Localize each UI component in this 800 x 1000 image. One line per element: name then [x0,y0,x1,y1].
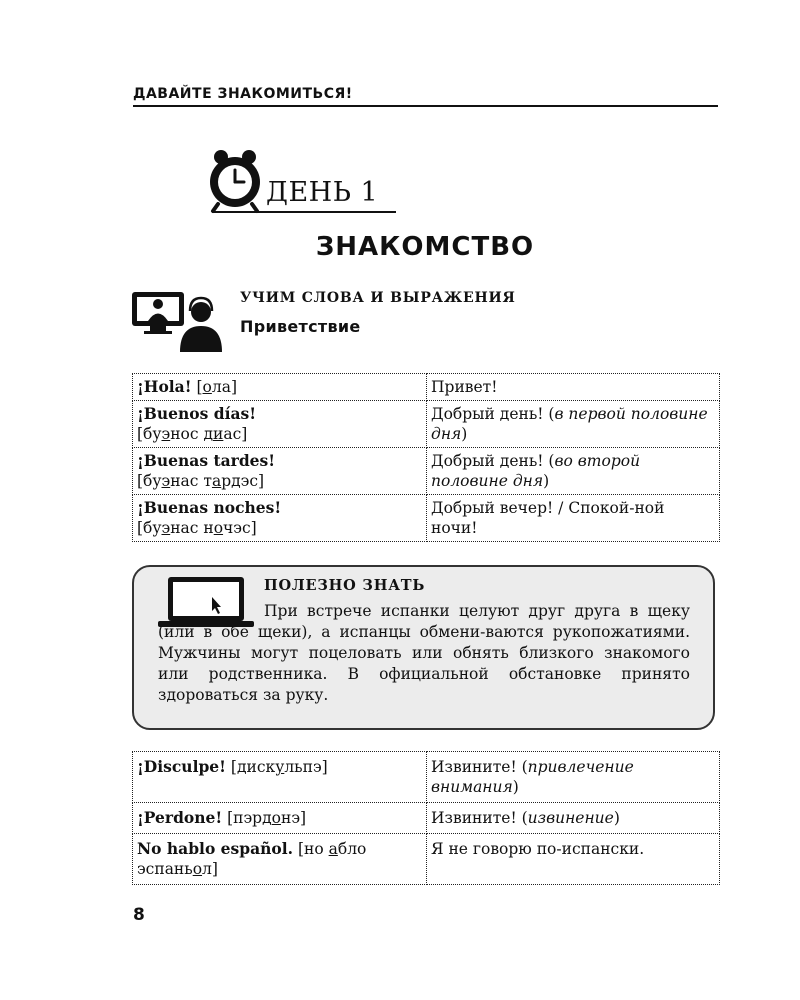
translation: Извините! ( [431,758,528,776]
translation: Добрый день! ( [431,452,555,470]
day-title: ДЕНЬ 1 [266,177,379,208]
translation: ) [613,809,620,827]
pronunciation: нэ] [281,809,307,827]
table-cell-russian [427,834,720,885]
pronunciation: льпэ] [284,758,328,776]
translation: Добрый вечер! / Спокой-ной ночи! [431,499,665,537]
table-cell-spanish [133,448,427,495]
translation: Я не говорю по-испански. [431,840,645,858]
table-row [133,834,720,885]
table-cell-russian [427,752,720,803]
translation: Добрый день! ( [431,405,555,423]
pronunciation: [ [191,378,203,396]
table-cell-russian [427,448,720,495]
tip-box [132,565,715,730]
spanish-phrase: ¡Buenos días! [137,404,257,423]
pronunciation: л] [202,860,218,878]
pronunciation: [но [297,840,329,858]
pronunciation: чэс] [223,519,257,537]
header-divider [133,105,718,107]
translation: ) [543,472,550,490]
spanish-phrase: ¡Disculpe! [137,757,226,776]
table-row [133,803,720,834]
translation: ) [461,425,468,443]
table-cell-russian [427,803,720,834]
stressed-vowel: э [161,519,171,537]
tip-text: При встрече испанки целуют друг друга в щеку (или в обе щеки), а испанцы обмени-ваются рукопожатиями. Мужчины могут поцеловать или обнять близкого знакомого или родственника. В официальной обстановке принято здороваться за руку. [158,602,690,704]
table-row [133,448,720,495]
stressed-vowel: о [271,809,281,827]
pronunciation: [бу [137,519,162,537]
translation-note: привлечение внимания [431,758,634,796]
translation: Привет! [431,378,498,396]
tip-title: ПОЛЕЗНО ЗНАТЬ [264,577,426,594]
running-header: ДАВАЙТЕ ЗНАКОМИТЬСЯ! [133,86,353,102]
page-number: 8 [133,905,145,925]
translation-note: в первой половине дня [431,405,708,443]
table-cell-spanish [133,401,427,448]
table-cell-russian [427,495,720,542]
table-row [133,752,720,803]
table-row [133,374,720,401]
section-title: ЗНАКОМСТВО [315,232,535,262]
spanish-phrase: No hablo español. [137,839,294,858]
greetings-table [132,373,720,542]
stressed-vowel: о [202,378,212,396]
table-row [133,401,720,448]
translation: ) [512,778,519,796]
pronunciation: нос д [170,425,214,443]
stressed-vowel: и [213,425,224,443]
table-cell-spanish [133,374,427,401]
spanish-phrase: ¡Buenas noches! [137,498,282,517]
pronunciation: [диск [230,758,276,776]
video-call-icon [130,288,222,354]
spanish-phrase: ¡Perdone! [137,808,223,827]
subsection-topic: Приветствие [240,317,361,336]
day-heading [210,145,410,215]
day-title-underline [212,211,396,213]
pronunciation: [бу [137,425,162,443]
stressed-vowel: у [275,758,285,776]
stressed-vowel: э [161,425,171,443]
phrases-table [132,751,720,885]
table-cell-spanish [133,834,427,885]
stressed-vowel: о [213,519,224,537]
pronunciation: ас] [223,425,248,443]
translation-note: извинение [527,809,614,827]
translation-note: во второй половине дня [431,452,641,490]
table-row [133,495,720,542]
translation: Извините! ( [431,809,528,827]
table-cell-spanish [133,803,427,834]
stressed-vowel: э [161,472,171,490]
stressed-vowel: а [328,840,338,858]
pronunciation: [пэрд [227,809,272,827]
stressed-vowel: о [192,860,203,878]
spanish-phrase: ¡Buenas tardes! [137,451,276,470]
pronunciation: бло эспань [137,840,367,878]
table-cell-spanish [133,495,427,542]
pronunciation: [бу [137,472,162,490]
table-cell-spanish [133,752,427,803]
stressed-vowel: а [211,472,222,490]
pronunciation: рдэс] [221,472,265,490]
pronunciation: нас н [170,519,214,537]
subsection-label: УЧИМ СЛОВА И ВЫРАЖЕНИЯ [240,290,516,306]
pronunciation: нас т [170,472,212,490]
table-cell-russian [427,401,720,448]
table-cell-russian [427,374,720,401]
pronunciation: ла] [211,378,237,396]
spanish-phrase: ¡Hola! [137,377,192,396]
